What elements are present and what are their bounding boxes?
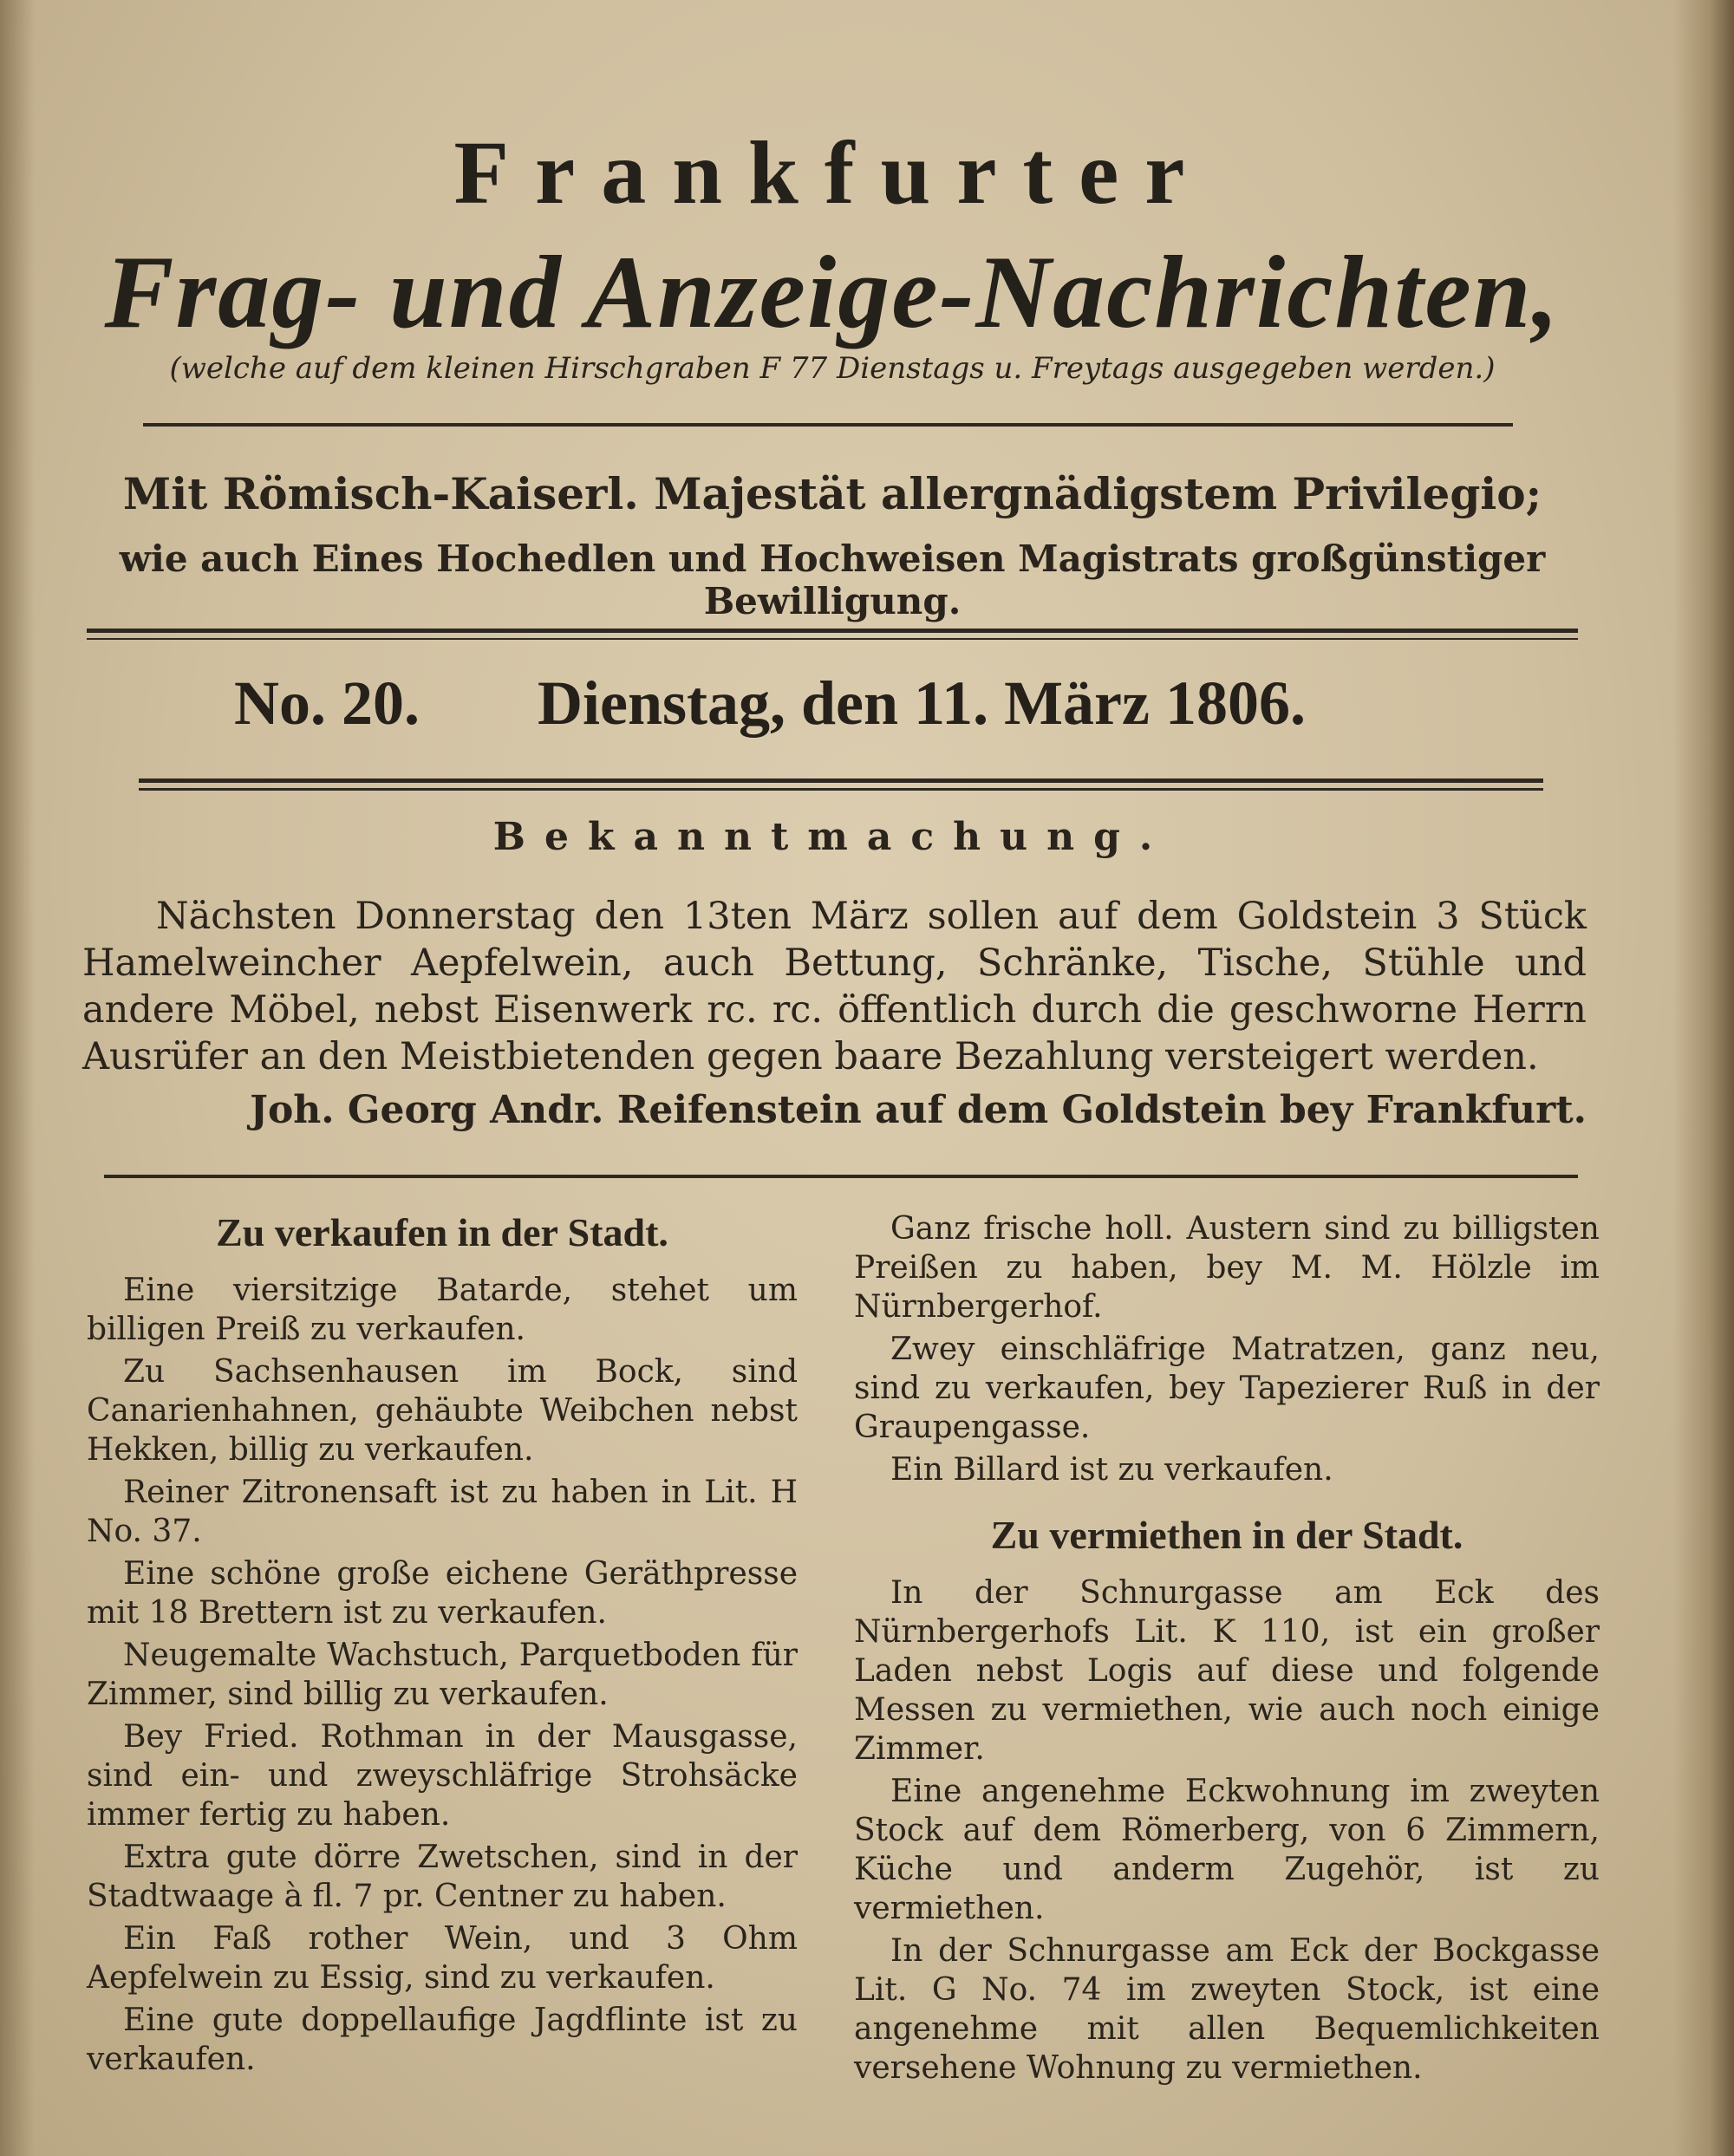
- list-item: Zwey einschläfrige Matratzen, ganz neu, sind zu verkaufen, bey Tapezierer Ruß in der Graupengasse.: [854, 1332, 1600, 1445]
- right-column: [854, 1209, 1600, 2091]
- rule-above-columns: [104, 1175, 1578, 1178]
- privilege-line1: Mit Römisch-Kaiserl. Majestät allergnädigstem Privilegio;: [122, 468, 1542, 519]
- masthead-subtitle: (welche auf dem kleinen Hirschgraben F 77 Dienstags u. Freytags ausgegeben werden.): [169, 351, 1496, 386]
- list-item: Eine gute doppellaufige Jagdflinte ist zu verkaufen.: [87, 2003, 798, 2077]
- list-item: Reiner Zitronensaft ist zu haben in Lit. H No. 37.: [87, 1475, 798, 1549]
- rule-double-issue-a: [139, 778, 1543, 783]
- masthead-title-line2: Frag- und Anzeige-Nachrichten,: [104, 234, 1561, 349]
- list-item: Zu Sachsenhausen im Bock, sind Canarienhahnen, gehäubte Weibchen nebst Hekken, billig zu verkaufen.: [87, 1354, 798, 1468]
- rule-double-issue-b: [139, 788, 1543, 791]
- list-item: Bey Fried. Rothman in der Mausgasse, sind ein- und zweyschläfrige Strohsäcke immer fertig zu haben.: [87, 1719, 798, 1833]
- privilege-line2: wie auch Eines Hochedlen und Hochweisen Magistrats großgünstiger Bewilligung.: [119, 537, 1546, 622]
- rule-double-top-a: [87, 629, 1578, 633]
- issue-date: Dienstag, den 11. März 1806.: [538, 668, 1306, 738]
- list-item: Extra gute dörre Zwetschen, sind in der Stadtwaage à fl. 7 pr. Centner zu haben.: [87, 1840, 798, 1914]
- list-item: Ein Billard ist zu verkaufen.: [890, 1452, 1333, 1488]
- right-column-heading: Zu vermiethen in der Stadt.: [990, 1513, 1463, 1557]
- masthead-title-line1: Frankfurter: [453, 123, 1211, 223]
- list-item: Neugemalte Wachstuch, Parquetboden für Zimmer, sind billig zu verkaufen.: [87, 1638, 798, 1712]
- list-item: In der Schnurgasse am Eck des Nürnbergerhofs Lit. K 110, ist ein großer Laden nebst Logis auf diese und folgende Messen zu vermiethen, wie auch noch einige Zimmer.: [854, 1575, 1600, 1767]
- left-column: [87, 1209, 798, 2082]
- left-column-heading: Zu verkaufen in der Stadt.: [216, 1210, 668, 1254]
- announcement-body: Nächsten Donnerstag den 13ten März sollen auf dem Goldstein 3 Stück Hamelweincher Aepfelwein, auch Bettung, Schränke, Tische, Stühle und andere Möbel, nebst Eisenwerk rc. rc. öffentlich durch die geschworne Herrn Ausrüfer an den Meistbietenden gegen baare Bezahlung versteigert werden.: [82, 895, 1587, 1078]
- list-item: Ein Faß rother Wein, und 3 Ohm Aepfelwein zu Essig, sind zu verkaufen.: [87, 1921, 798, 1996]
- announcement-heading: Bekanntmachung.: [492, 815, 1172, 859]
- list-item: Eine schöne große eichene Geräthpresse mit 18 Brettern ist zu verkaufen.: [87, 1556, 798, 1631]
- announcement-signature: Joh. Georg Andr. Reifenstein auf dem Goldstein bey Frankfurt.: [250, 1088, 1587, 1132]
- page-edge-right: [1673, 0, 1734, 2156]
- rule-under-subtitle: [143, 423, 1513, 427]
- list-item: Eine angenehme Eckwohnung im zweyten Stock auf dem Römerberg, von 6 Zimmern, Küche und anderm Zugehör, ist zu vermiethen.: [854, 1774, 1600, 1926]
- list-item: In der Schnurgasse am Eck der Bockgasse Lit. G No. 74 im zweyten Stock, ist eine angenehme mit allen Bequemlichkeiten versehene Wohnung zu vermiethen.: [854, 1933, 1600, 2086]
- list-item: Ganz frische holl. Austern sind zu billigsten Preißen zu haben, bey M. M. Hölzle im Nürnbergerhof.: [854, 1211, 1600, 1325]
- page-edge-left: [0, 0, 35, 2156]
- rule-double-top-b: [87, 638, 1578, 640]
- list-item: Eine viersitzige Batarde, stehet um billigen Preiß zu verkaufen.: [87, 1273, 798, 1347]
- issue-number: No. 20.: [234, 668, 420, 738]
